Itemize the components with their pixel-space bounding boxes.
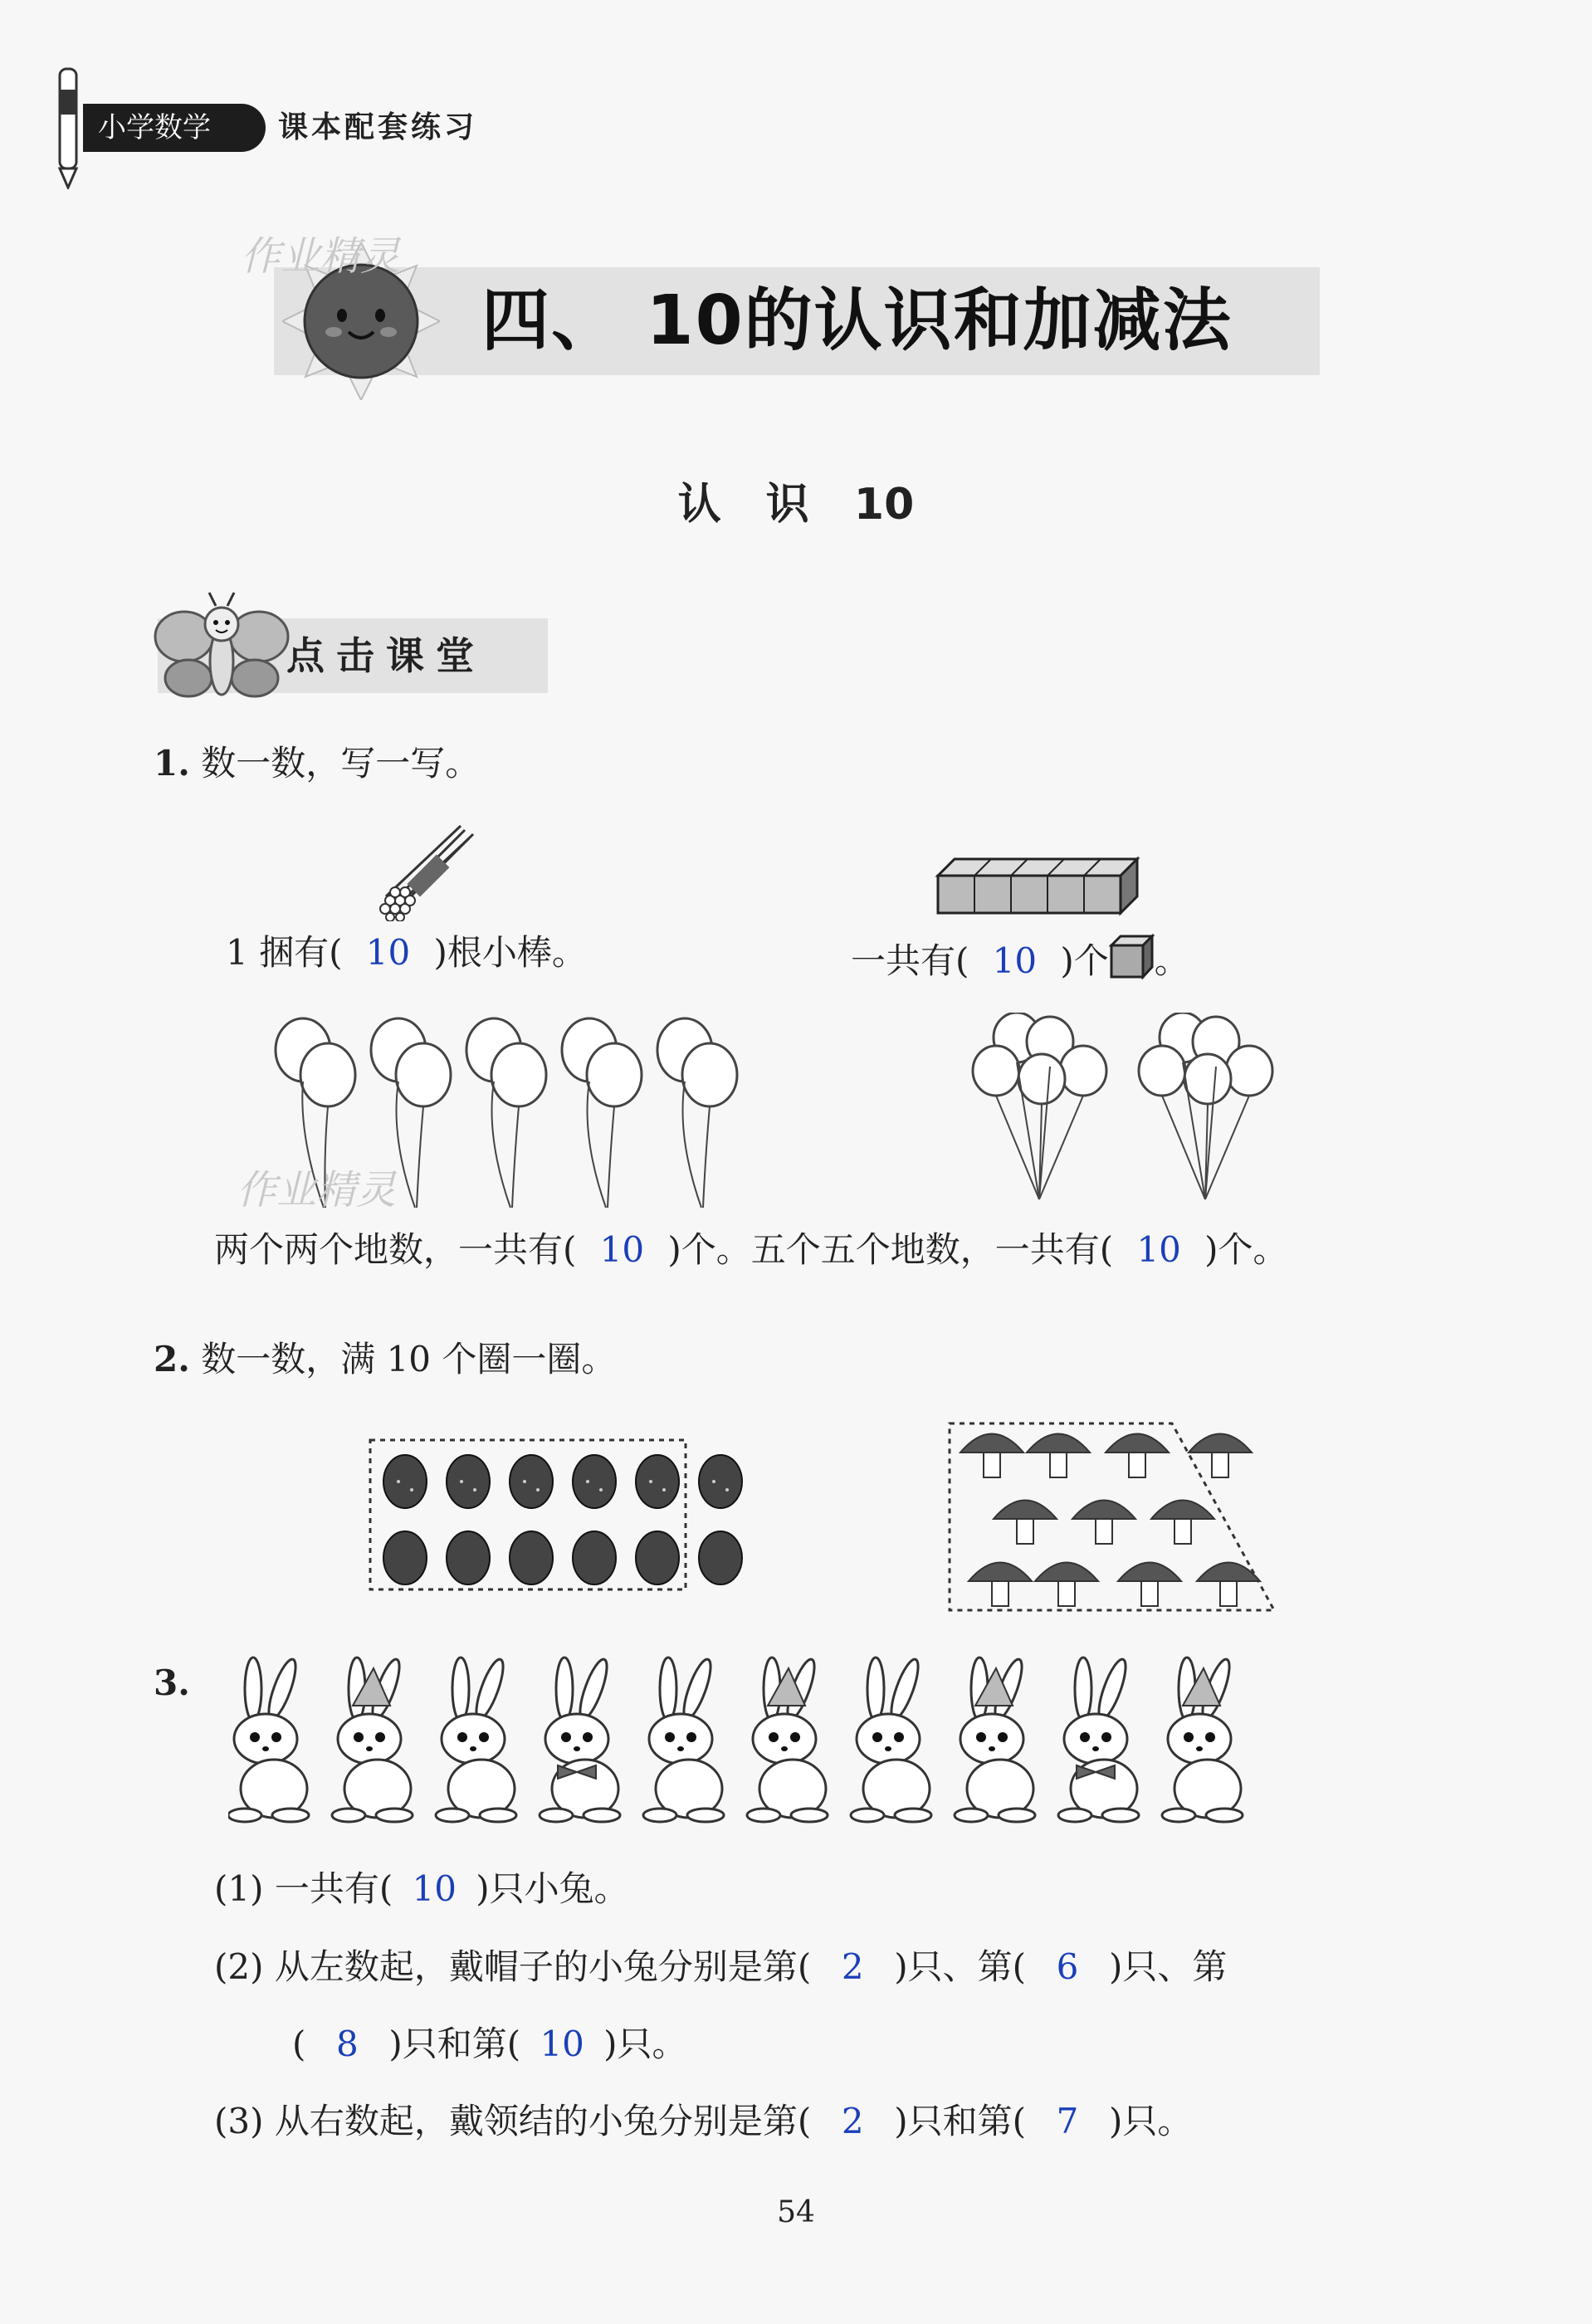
q1-sticks-pre: 1 捆有( xyxy=(226,932,343,973)
q2-prompt-text: 数一数，满 10 个圈一圈。 xyxy=(201,1339,617,1379)
lesson-title: 认 识 10 xyxy=(677,480,915,530)
q3-p3-pre: (3) 从右数起，戴领结的小兔分别是第( xyxy=(214,2101,812,2141)
q3-p3-answer-2: 7 xyxy=(1056,2101,1079,2141)
q3-p1-answer: 10 xyxy=(412,1868,457,1909)
mushrooms-illustration xyxy=(946,1415,1278,1614)
q3-p2b-mid: )只和第( xyxy=(388,2024,521,2064)
watermark: 作业精灵 xyxy=(241,233,401,280)
q2-prompt xyxy=(154,1336,616,1383)
q1-balloons-line xyxy=(214,1227,1288,1273)
q3-p3-answer-1: 2 xyxy=(841,2101,864,2141)
cube-icon xyxy=(1109,934,1155,979)
q3-number: 3. xyxy=(154,1662,190,1703)
section-title: 点击课堂 xyxy=(286,633,486,678)
q1-number: 1. xyxy=(154,743,190,784)
q1-sticks-answer: 10 xyxy=(365,932,411,973)
q3-p2-pre: (2) 从左数起，戴帽子的小兔分别是第( xyxy=(214,1946,812,1987)
butterfly-icon xyxy=(151,591,292,707)
strawberries-illustration xyxy=(365,1432,755,1598)
q3-part3 xyxy=(214,2098,1192,2145)
q1-prompt xyxy=(154,740,480,787)
q1-sticks-post: )根小棒。 xyxy=(433,932,587,973)
q1-cubes-line xyxy=(851,934,1189,984)
q3-p2-answer-3: 8 xyxy=(336,2024,359,2064)
chapter-title: 四、 10的认识和加减法 xyxy=(481,281,1233,360)
q1-cubes-end: 。 xyxy=(1154,940,1189,981)
q1-cubes-post: )个 xyxy=(1060,940,1109,981)
page-number: 54 xyxy=(777,2195,815,2229)
rabbits-illustration xyxy=(228,1656,1291,1830)
q3-part2 xyxy=(214,1944,1227,1990)
q3-p3-post: )只。 xyxy=(1109,2101,1193,2141)
q3-p2-answer-2: 6 xyxy=(1056,1946,1079,1987)
q3-p2-mid-2: )只、第 xyxy=(1109,1946,1228,1987)
balloon-fives-illustration xyxy=(971,1013,1278,1212)
q1-pairs-answer: 10 xyxy=(599,1229,645,1270)
q1-fives-answer: 10 xyxy=(1136,1229,1181,1270)
q1-cubes-answer: 10 xyxy=(992,940,1038,981)
q3-p2-answer-1: 2 xyxy=(841,1946,864,1987)
q1-pairs-pre: 两个两个地数，一共有( xyxy=(214,1229,577,1270)
q1-fives-pre: 五个五个地数，一共有( xyxy=(750,1229,1114,1270)
q3-p2b-pre: ( xyxy=(292,2024,306,2064)
q1-sticks-line xyxy=(226,930,587,976)
watermark-2: 作业精灵 xyxy=(237,1167,397,1213)
q3-p2-answer-4: 10 xyxy=(540,2024,584,2064)
q3-p2-mid-1: )只、第( xyxy=(894,1946,1027,1987)
q1-cubes-pre: 一共有( xyxy=(851,940,969,981)
q1-prompt-text: 数一数，写一写。 xyxy=(201,743,481,784)
q2-number: 2. xyxy=(154,1339,190,1379)
header-subject: 小学数学 xyxy=(83,104,266,152)
q1-fives-post: )个。 xyxy=(1204,1229,1288,1270)
q3-p1-pre: (1) 一共有( xyxy=(214,1868,393,1909)
stick-bundle-icon xyxy=(374,822,481,921)
q3-part2-cont xyxy=(292,2021,687,2068)
q1-pairs-post: )个。 xyxy=(667,1229,751,1270)
q3-p2b-post: )只。 xyxy=(603,2024,687,2064)
q3-p1-post: )只小兔。 xyxy=(476,1868,629,1909)
header-book-title: 课本配套练习 xyxy=(278,110,478,144)
ten-cubes-rod-icon xyxy=(934,851,1141,917)
q3-p3-mid: )只和第( xyxy=(894,2101,1027,2141)
pen-icon xyxy=(51,65,85,189)
q3-part1 xyxy=(214,1866,629,1912)
